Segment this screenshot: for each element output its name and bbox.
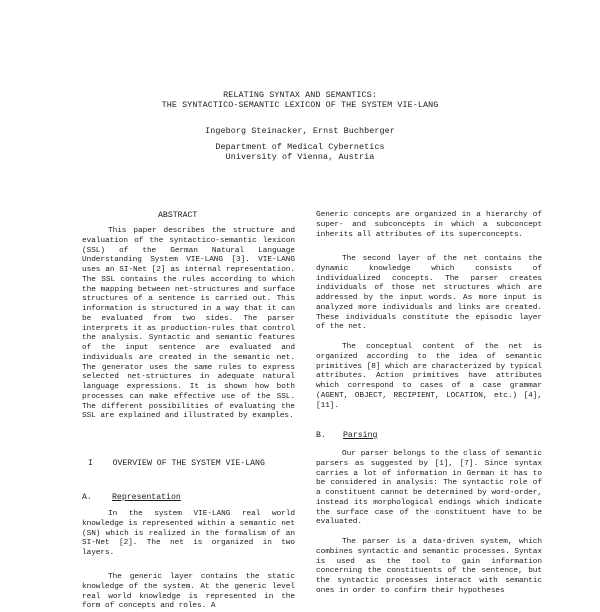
section-a-title: Representation (112, 493, 181, 502)
section-1-heading: I OVERVIEW OF THE SYSTEM VIE-LANG (88, 459, 265, 468)
dynamic-knowledge-paragraph: The second layer of the net contains the dynamic knowledge which consists of individualized concepts. The parser creates individuals of those net structures which are addressed by the input words. As more input is analyzed more individuals and links are created. These individuals constitute the episodic layer of the net. (316, 255, 542, 332)
section-b-number: B. (316, 431, 326, 440)
paper-title-line-2: THE SYNTACTICO-SEMANTIC LEXICON OF THE SYSTEM VIE-LANG (161, 100, 439, 110)
representation-paragraph-2: The generic layer contains the static knowledge of the system. At the generic level real world knowledge is represented in the form of concepts and roles. A (82, 573, 295, 611)
parsing-paragraph-2: The parser is a data-driven system, which combines syntactic and semantic processes. Syntax is used as the tool to gain information concerning the constituents of the sentence, but the syntactic processes interact with semantic ones in order to confirm their hypotheses (316, 538, 542, 595)
affiliation-university: University of Vienna, Austria (225, 152, 375, 162)
parsing-paragraph-1: Our parser belongs to the class of semantic parsers as suggested by [1], [7]. Since syntax carries a lot of information in German it has to be considered in analysis: The syntactic role of a constituent cannot be determined by word-order, instead its morphological endings which indicate the surface case of the constituent have to be evaluated. (316, 450, 542, 527)
abstract-heading: ABSTRACT (158, 211, 198, 220)
section-a-number: A. (82, 493, 92, 502)
generic-concepts-paragraph: Generic concepts are organized in a hierarchy of super- and subconcepts in which a subconcept inherits all attributes of its superconcepts. (316, 211, 542, 239)
section-b-title: Parsing (343, 431, 378, 440)
abstract-text: This paper describes the structure and evaluation of the syntactico-semantic lexicon (SSL) of the German Natural Language Understanding System VIE-LANG [3]. VIE-LANG uses an SI-Net [2] as internal representation. The SSL contains the rules according to which the mapping between net-structures and surface structures of a sentence is carried out. This information is structured in a way that it can be evaluated from two sides. The parser interprets it as production-rules that control the analysis. Syntactic and semantic features of the input sentence are evaluated and individuals are created in the semantic net. The generator uses the same rules to express selected net-structures in adequate natural language expressions. It is shown how both processes can make effective use of the SSL. The different possibilities of evaluating the SSL are explained and illustrated by examples. (82, 227, 295, 421)
representation-paragraph-1: In the system VIE-LANG real world knowledge is represented within a semantic net (SN) which is realized in the formalism of an SI-Net [2]. The net is organized in two layers. (82, 510, 295, 557)
paper-authors: Ingeborg Steinacker, Ernst Buchberger (205, 126, 395, 136)
semantic-primitives-paragraph: The conceptual content of the net is organized according to the idea of semantic primitives [8] which are characterized by typical attributes. Action primitives have attributes which correspond to cases of a case grammar (AGENT, OBJECT, RECIPIENT, LOCATION, etc.) [4], [11]. (316, 343, 542, 410)
paper-title-line-1: RELATING SYNTAX AND SEMANTICS: (223, 90, 377, 100)
affiliation-department: Department of Medical Cybernetics (215, 142, 385, 152)
